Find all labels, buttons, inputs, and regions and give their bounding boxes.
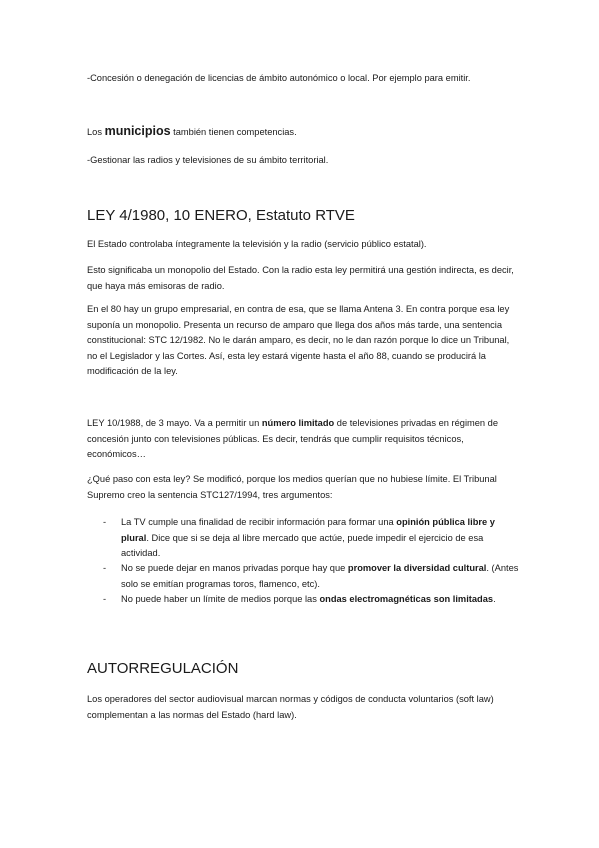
paragraph-que-paso: ¿Qué paso con esta ley? Se modificó, porque los medios querían que no hubiese límite. El Tribunal Supremo creo la sentencia STC127/1994, tres argumentos: [87,474,497,500]
bold-text: promover la diversidad cultural [347,563,487,573]
list-item-text [121,515,519,562]
paragraph-operadores: Los operadores del sector audiovisual marcan normas y códigos de conducta voluntarios (soft law) complementan a las normas del Estado (hard law). [87,694,494,720]
text: Los [87,127,105,137]
text: . Dice que si se deja al libre mercado que actúe, puede impedir el ejercicio de esa actividad. [121,532,484,558]
paragraph-licencias: -Concesión o denegación de licencias de ámbito autonómico o local. Por ejemplo para emitir. [87,73,471,83]
text: No se puede dejar en manos privadas porque hay que [121,563,348,573]
text: No puede haber un límite de medios porque las [121,594,320,604]
list-item-text [121,561,519,592]
heading-ley-4-1980: LEY 4/1980, 10 ENERO, Estatuto RTVE [87,207,355,224]
paragraph-municipios [87,124,517,141]
text: . (Antes solo se emitían programas toros, flamenco, etc). [121,563,519,589]
paragraph-estado: El Estado controlaba íntegramente la televisión y la radio (servicio público estatal). [87,239,427,249]
text: de televisiones privadas en régimen de concesión junto con televisiones públicas. Es decir, tendrás que cumplir requisitos técnicos, económicos… [87,418,499,459]
bold-text: municipios [104,124,171,138]
list-item-text [121,592,519,608]
paragraph-gestionar: -Gestionar las radios y televisiones de su ámbito territorial. [87,155,329,165]
paragraph-antena3: En el 80 hay un grupo empresarial, en contra de esa, que se llama Antena 3. En contra porque esa ley suponía un monopolio. Presenta un recurso de amparo que llega dos años más tarde, una sentencia constitucional: STC 12/1982. No le darán amparo, es decir, no le dan razón porque lo dice un Tribunal, no el Legislador y las Cortes. Así, esta ley estará vigente hasta el año 88, cuando se producirá la modificación de la ley. [87,304,510,376]
paragraph-monopolio: Esto significaba un monopolio del Estado. Con la radio esta ley permitirá una gestión indirecta, es decir, que haya más emisoras de radio. [87,265,514,291]
text: también tienen competencias. [170,127,297,137]
text: La TV cumple una finalidad de recibir información para formar una [121,517,397,527]
bold-text: opinión pública libre y plural [121,517,495,543]
bullet-dash: - [103,563,107,573]
bullet-dash: - [103,517,107,527]
bullet-dash: - [103,594,107,604]
bold-text: ondas electromagnéticas son limitadas [319,594,494,604]
bold-text: número limitado [261,418,335,428]
text: LEY 10/1988, de 3 mayo. Va a permitir un [87,418,262,428]
text: . [493,594,496,604]
paragraph-ley-10-1988 [87,416,517,463]
heading-autorregulacion: AUTORREGULACIÓN [87,660,239,677]
